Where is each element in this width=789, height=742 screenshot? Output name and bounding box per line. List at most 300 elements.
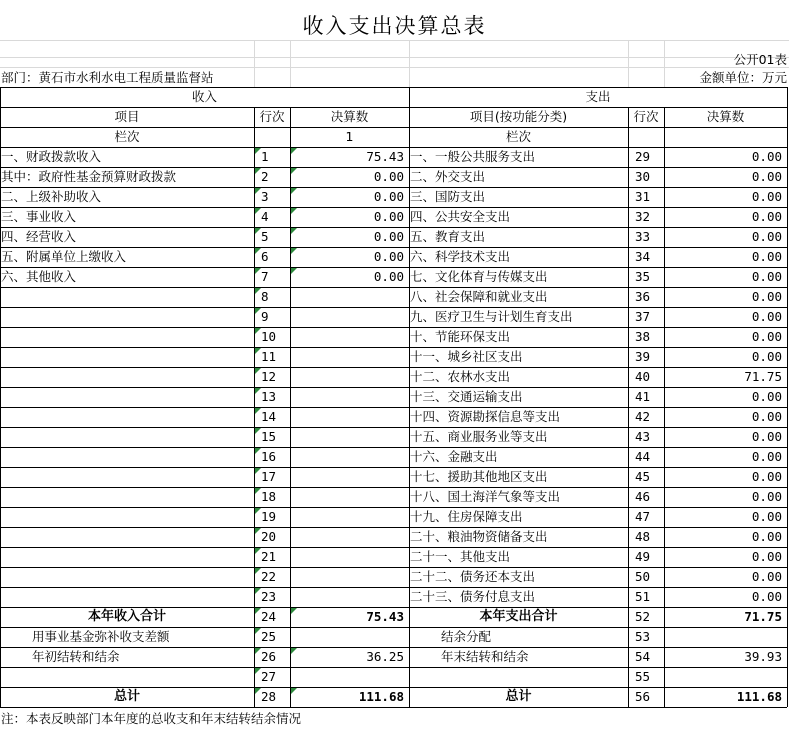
grid-line <box>409 247 410 267</box>
income-item: 一、财政拨款收入 <box>1 149 102 164</box>
department-label: 部门：黄石市水利水电工程质量监督站 <box>1 70 214 85</box>
grid-line <box>0 40 789 41</box>
expense-line-no: 40 <box>635 369 651 384</box>
grid-line <box>409 107 410 127</box>
grid-line <box>409 287 410 307</box>
grid-line <box>409 147 410 167</box>
grid-line <box>628 427 629 447</box>
grid-line <box>628 207 629 227</box>
grid-line <box>664 447 665 467</box>
expense-item: 十七、援助其他地区支出 <box>410 469 548 484</box>
income-item <box>0 407 254 427</box>
grid-line <box>628 307 629 327</box>
income-item <box>0 467 254 487</box>
text-number-flag-icon <box>255 288 261 294</box>
expense-amount: 111.68 <box>736 689 782 704</box>
grid-line <box>409 427 410 447</box>
expense-amount: 0.00 <box>751 529 782 544</box>
expense-item: 五、教育支出 <box>410 229 486 244</box>
text-number-flag-icon <box>255 548 261 554</box>
expense-amount: 0.00 <box>751 289 782 304</box>
grid-line <box>409 327 410 347</box>
grid-line <box>628 107 629 127</box>
income-line-no: 1 <box>261 149 269 164</box>
expense-line-no: 52 <box>635 609 651 624</box>
grid-line <box>664 307 665 327</box>
grid-line <box>664 147 665 167</box>
grid-line <box>664 527 665 547</box>
income-line-no: 12 <box>261 369 277 384</box>
grid-line <box>787 347 788 367</box>
expense-line-no: 29 <box>635 149 651 164</box>
grid-line <box>664 607 665 627</box>
text-number-flag-icon <box>255 348 261 354</box>
grid-line <box>409 267 410 287</box>
col-header-item: 项目 <box>114 109 140 124</box>
expense-line-no: 43 <box>635 429 651 444</box>
grid-line <box>290 387 291 407</box>
expense-line-no: 54 <box>635 649 651 664</box>
income-line-no: 6 <box>261 249 269 264</box>
income-item <box>0 487 254 507</box>
income-item: 四、经营收入 <box>1 229 77 244</box>
expense-amount: 0.00 <box>751 389 782 404</box>
grid-line <box>628 407 629 427</box>
text-number-flag-icon <box>255 608 261 614</box>
income-amount: 0.00 <box>373 209 404 224</box>
report-title: 收入支出决算总表 <box>302 14 487 38</box>
form-code: 公开01表 <box>733 52 787 67</box>
grid-line <box>664 167 665 187</box>
text-number-flag-icon <box>291 188 297 194</box>
income-amount <box>290 547 409 567</box>
grid-line <box>664 327 665 347</box>
income-amount: 75.43 <box>366 609 404 624</box>
grid-line <box>628 267 629 287</box>
grid-line <box>409 687 410 707</box>
income-item <box>0 447 254 467</box>
expense-line-no: 39 <box>635 349 651 364</box>
text-number-flag-icon <box>255 668 261 674</box>
grid-line <box>290 667 291 687</box>
income-item <box>0 347 254 367</box>
expense-line-no: 45 <box>635 469 651 484</box>
grid-line <box>628 687 629 707</box>
text-number-flag-icon <box>255 268 261 274</box>
expense-amount: 0.00 <box>751 549 782 564</box>
grid-line <box>787 647 788 667</box>
income-line-no: 13 <box>261 389 277 404</box>
income-item: 本年收入合计 <box>87 609 166 624</box>
grid-line <box>787 407 788 427</box>
income-item <box>0 587 254 607</box>
expense-line-no: 55 <box>635 669 651 684</box>
text-number-flag-icon <box>255 388 261 394</box>
expense-item: 十六、金融支出 <box>410 449 498 464</box>
expense-item: 二、外交支出 <box>410 169 486 184</box>
grid-line <box>787 287 788 307</box>
expense-item: 十八、国土海洋气象等支出 <box>410 489 561 504</box>
column-index-1: 1 <box>345 129 354 144</box>
expense-amount: 0.00 <box>751 329 782 344</box>
grid-line <box>664 227 665 247</box>
expense-line-no: 47 <box>635 509 651 524</box>
income-line-no: 2 <box>261 169 269 184</box>
grid-line <box>409 627 410 647</box>
grid-line <box>409 527 410 547</box>
expense-line-no: 42 <box>635 409 651 424</box>
grid-line <box>409 507 410 527</box>
income-item <box>0 667 254 687</box>
income-line-no: 19 <box>261 509 277 524</box>
grid-line <box>787 547 788 567</box>
income-amount <box>290 527 409 547</box>
text-number-flag-icon <box>255 368 261 374</box>
income-line-no: 28 <box>261 689 277 704</box>
grid-line <box>664 267 665 287</box>
text-number-flag-icon <box>255 528 261 534</box>
grid-line <box>628 507 629 527</box>
expense-amount: 0.00 <box>751 169 782 184</box>
income-amount: 0.00 <box>373 269 404 284</box>
text-number-flag-icon <box>255 568 261 574</box>
income-item <box>0 527 254 547</box>
grid-line <box>290 447 291 467</box>
income-line-no: 8 <box>261 289 269 304</box>
grid-line <box>628 167 629 187</box>
expense-amount: 71.75 <box>744 609 782 624</box>
grid-line <box>409 667 410 687</box>
expense-item: 总计 <box>505 689 532 704</box>
col-header-amount: 决算数 <box>330 109 369 124</box>
grid-line <box>664 667 665 687</box>
grid-line <box>628 487 629 507</box>
expense-item: 四、公共安全支出 <box>410 209 511 224</box>
expense-amount: 0.00 <box>751 229 782 244</box>
grid-line <box>409 587 410 607</box>
income-line-no: 18 <box>261 489 277 504</box>
expense-item: 二十三、债务付息支出 <box>410 589 536 604</box>
income-amount <box>290 447 409 467</box>
grid-line <box>0 87 1 708</box>
grid-line <box>787 127 788 147</box>
col-header-exp-item: 项目(按功能分类) <box>469 109 568 124</box>
expense-amount: 0.00 <box>751 509 782 524</box>
income-item: 三、事业收入 <box>1 209 77 224</box>
expense-amount: 0.00 <box>751 309 782 324</box>
expense-item: 二十、粮油物资储备支出 <box>410 529 548 544</box>
income-item <box>0 507 254 527</box>
income-line-no: 3 <box>261 189 269 204</box>
expense-item: 结余分配 <box>441 629 492 644</box>
expense-header: 支出 <box>585 89 611 104</box>
grid-line <box>290 367 291 387</box>
grid-line <box>409 647 410 667</box>
income-amount <box>290 567 409 587</box>
income-amount: 36.25 <box>366 649 404 664</box>
text-number-flag-icon <box>291 688 297 694</box>
expense-line-no: 50 <box>635 569 651 584</box>
grid-line <box>409 127 410 147</box>
expense-item: 六、科学技术支出 <box>410 249 511 264</box>
income-amount <box>290 307 409 327</box>
expense-item: 二十二、债务还本支出 <box>410 569 536 584</box>
expense-amount: 0.00 <box>751 469 782 484</box>
grid-line <box>628 127 629 147</box>
expense-line-no: 41 <box>635 389 651 404</box>
grid-line <box>290 507 291 527</box>
income-line-no: 4 <box>261 209 269 224</box>
grid-line <box>628 287 629 307</box>
income-amount <box>290 627 409 647</box>
expense-item: 三、国防支出 <box>410 189 486 204</box>
grid-line <box>254 127 255 147</box>
income-amount <box>290 587 409 607</box>
expense-item: 二十一、其他支出 <box>410 549 511 564</box>
grid-line <box>787 207 788 227</box>
grid-line <box>787 427 788 447</box>
grid-line <box>290 467 291 487</box>
grid-line <box>664 187 665 207</box>
grid-line <box>628 147 629 167</box>
grid-line <box>787 507 788 527</box>
grid-line <box>409 487 410 507</box>
grid-line <box>787 607 788 627</box>
text-number-flag-icon <box>291 168 297 174</box>
footnote: 注：本表反映部门本年度的总收支和年末结转结余情况 <box>1 711 302 726</box>
text-number-flag-icon <box>255 248 261 254</box>
income-item <box>0 367 254 387</box>
grid-line <box>787 107 788 127</box>
income-line-no: 24 <box>261 609 277 624</box>
income-amount <box>290 507 409 527</box>
expense-amount: 0.00 <box>751 189 782 204</box>
income-amount <box>290 367 409 387</box>
expense-amount: 0.00 <box>751 349 782 364</box>
income-line-no: 15 <box>261 429 277 444</box>
text-number-flag-icon <box>291 208 297 214</box>
expense-item: 八、社会保障和就业支出 <box>410 289 548 304</box>
grid-line <box>664 487 665 507</box>
grid-line <box>290 127 291 147</box>
grid-line <box>787 687 788 707</box>
income-line-no: 16 <box>261 449 277 464</box>
grid-line <box>409 367 410 387</box>
grid-line <box>290 407 291 427</box>
grid-line <box>290 547 291 567</box>
income-item <box>0 547 254 567</box>
grid-line <box>628 387 629 407</box>
grid-line <box>664 627 665 647</box>
column-index-label: 栏次 <box>114 129 140 144</box>
grid-line <box>628 567 629 587</box>
expense-line-no: 35 <box>635 269 651 284</box>
grid-line <box>290 587 291 607</box>
grid-line <box>664 387 665 407</box>
income-item <box>0 327 254 347</box>
income-amount: 75.43 <box>366 149 404 164</box>
text-number-flag-icon <box>255 488 261 494</box>
income-item <box>0 307 254 327</box>
grid-line <box>787 327 788 347</box>
grid-line <box>409 167 410 187</box>
expense-item: 十九、住房保障支出 <box>410 509 523 524</box>
col-header-exp-amount: 决算数 <box>706 109 745 124</box>
grid-line <box>787 227 788 247</box>
income-line-no: 22 <box>261 569 277 584</box>
grid-line <box>409 187 410 207</box>
grid-line <box>409 307 410 327</box>
amount-unit: 金额单位：万元 <box>699 70 787 85</box>
income-item <box>0 567 254 587</box>
expense-line-no: 53 <box>635 629 651 644</box>
income-amount <box>290 387 409 407</box>
grid-line <box>787 307 788 327</box>
grid-line <box>290 567 291 587</box>
income-line-no: 27 <box>261 669 277 684</box>
grid-line <box>664 467 665 487</box>
text-number-flag-icon <box>255 588 261 594</box>
grid-line <box>290 487 291 507</box>
grid-line <box>787 367 788 387</box>
text-number-flag-icon <box>255 468 261 474</box>
expense-amount: 71.75 <box>744 369 782 384</box>
grid-line <box>787 87 788 107</box>
grid-line <box>787 487 788 507</box>
text-number-flag-icon <box>255 148 261 154</box>
text-number-flag-icon <box>255 228 261 234</box>
grid-line <box>409 447 410 467</box>
income-line-no: 7 <box>261 269 269 284</box>
expense-line-no: 46 <box>635 489 651 504</box>
income-amount <box>290 427 409 447</box>
income-line-no: 20 <box>261 529 277 544</box>
grid-line <box>0 707 787 708</box>
grid-line <box>787 187 788 207</box>
grid-line <box>290 427 291 447</box>
text-number-flag-icon <box>255 448 261 454</box>
expense-amount: 0.00 <box>751 489 782 504</box>
grid-line <box>628 247 629 267</box>
expense-amount: 0.00 <box>751 589 782 604</box>
income-amount <box>290 467 409 487</box>
text-number-flag-icon <box>291 248 297 254</box>
grid-line <box>787 567 788 587</box>
grid-line <box>628 447 629 467</box>
grid-line <box>290 527 291 547</box>
expense-amount: 0.00 <box>751 429 782 444</box>
income-line-no: 11 <box>261 349 277 364</box>
income-line-no: 10 <box>261 329 277 344</box>
grid-line <box>409 207 410 227</box>
expense-item: 十五、商业服务业等支出 <box>410 429 548 444</box>
grid-line <box>254 107 255 127</box>
grid-line <box>787 467 788 487</box>
income-amount: 0.00 <box>373 229 404 244</box>
grid-line <box>628 227 629 247</box>
expense-line-no: 30 <box>635 169 651 184</box>
grid-line <box>787 387 788 407</box>
income-amount: 0.00 <box>373 189 404 204</box>
grid-line <box>664 107 665 127</box>
grid-line <box>664 347 665 367</box>
grid-line <box>787 267 788 287</box>
text-number-flag-icon <box>255 628 261 634</box>
grid-line <box>664 287 665 307</box>
grid-line <box>664 567 665 587</box>
income-line-no: 9 <box>261 309 269 324</box>
income-line-no: 26 <box>261 649 277 664</box>
grid-line <box>409 407 410 427</box>
text-number-flag-icon <box>255 408 261 414</box>
grid-line <box>628 327 629 347</box>
grid-line <box>409 347 410 367</box>
grid-line <box>664 127 665 147</box>
text-number-flag-icon <box>255 308 261 314</box>
expense-item: 十三、交通运输支出 <box>410 389 523 404</box>
expense-amount: 0.00 <box>751 409 782 424</box>
expense-line-no: 31 <box>635 189 651 204</box>
income-amount <box>290 407 409 427</box>
expense-item: 十四、资源勘探信息等支出 <box>410 409 561 424</box>
expense-line-no: 32 <box>635 209 651 224</box>
text-number-flag-icon <box>291 228 297 234</box>
grid-line <box>409 547 410 567</box>
expense-line-no: 49 <box>635 549 651 564</box>
grid-line <box>787 147 788 167</box>
income-line-no: 23 <box>261 589 277 604</box>
income-item: 五、附属单位上缴收入 <box>1 249 127 264</box>
income-line-no: 25 <box>261 629 277 644</box>
expense-item <box>409 667 628 687</box>
text-number-flag-icon <box>255 648 261 654</box>
grid-line <box>787 627 788 647</box>
grid-line <box>628 607 629 627</box>
income-amount <box>290 487 409 507</box>
grid-line <box>290 307 291 327</box>
expense-amount: 0.00 <box>751 569 782 584</box>
grid-line <box>664 687 665 707</box>
income-item <box>0 287 254 307</box>
grid-line <box>409 40 410 87</box>
text-number-flag-icon <box>291 608 297 614</box>
grid-line <box>664 367 665 387</box>
expense-line-no: 51 <box>635 589 651 604</box>
grid-line <box>787 247 788 267</box>
grid-line <box>628 647 629 667</box>
grid-line <box>628 367 629 387</box>
income-item <box>0 427 254 447</box>
grid-line <box>409 467 410 487</box>
grid-line <box>628 587 629 607</box>
grid-line <box>290 347 291 367</box>
expense-line-no: 34 <box>635 249 651 264</box>
grid-line <box>409 87 410 107</box>
income-amount: 0.00 <box>373 249 404 264</box>
expense-line-no: 38 <box>635 329 651 344</box>
text-number-flag-icon <box>291 148 297 154</box>
grid-line <box>290 287 291 307</box>
column-index-exp-label: 栏次 <box>505 129 531 144</box>
grid-line <box>409 387 410 407</box>
expense-amount: 0.00 <box>751 149 782 164</box>
income-amount <box>290 327 409 347</box>
income-amount: 0.00 <box>373 169 404 184</box>
expense-item: 年末结转和结余 <box>441 649 529 664</box>
expense-line-no: 36 <box>635 289 651 304</box>
expense-line-no: 44 <box>635 449 651 464</box>
grid-line <box>409 567 410 587</box>
